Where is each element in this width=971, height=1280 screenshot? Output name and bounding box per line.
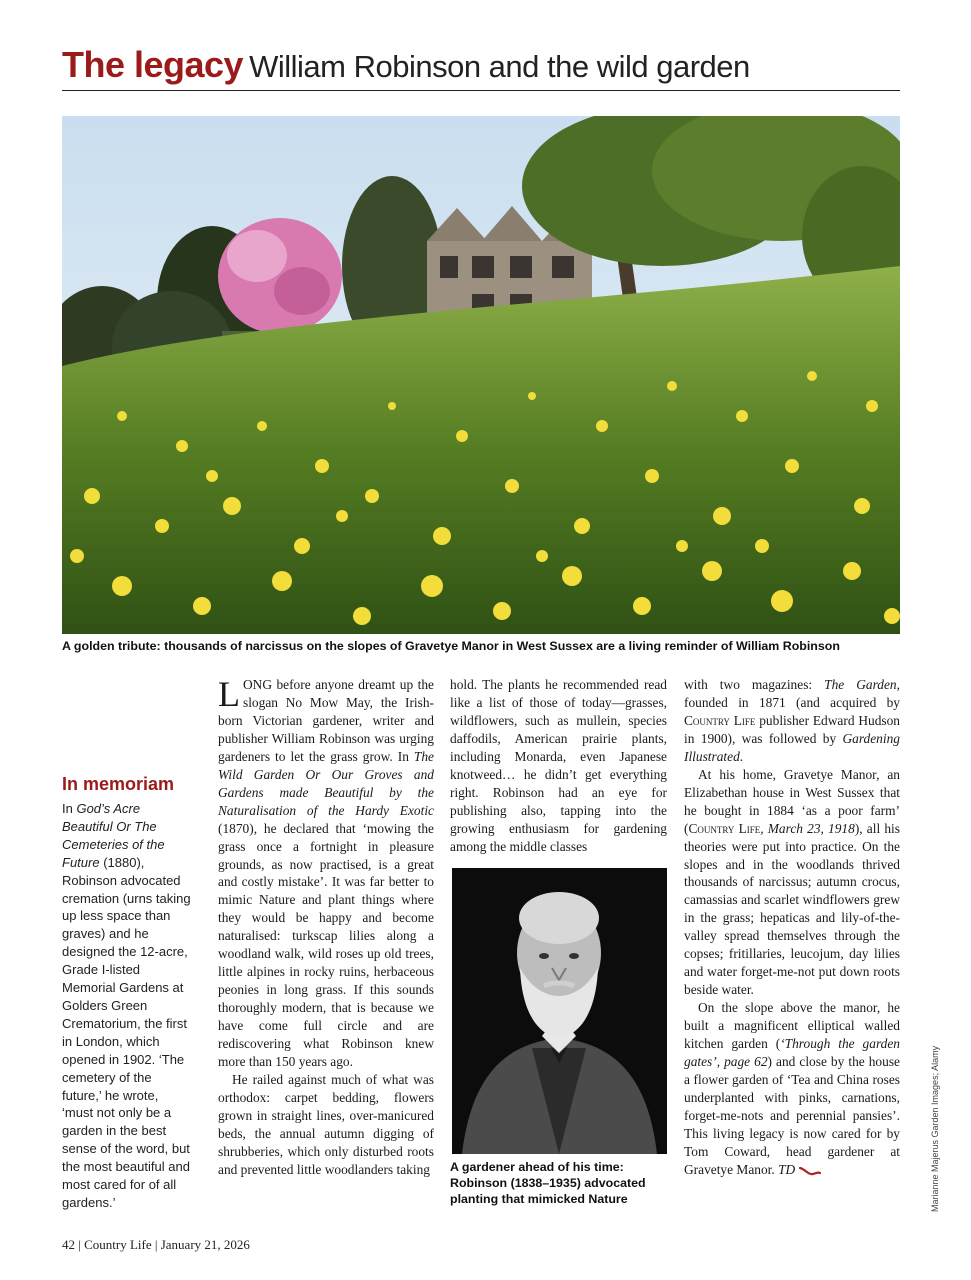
article-column-3 [684,676,900,1179]
article-headline: William Robinson and the wild garden [249,49,750,84]
author-initials: TD [778,1161,796,1177]
sidebar-book-title: God’s Acre Beautiful Or The Cemeteries of the Future [62,801,165,870]
paragraph-3: hold. The plants he recommended read like a list of those of today—grasses, wildflowers, such as mullein, species daffodils, American prairie plants, including Monarda, even Japanese knotweed… he didn’t get everything right. Robinson had an eye for publishing also, tapping into the growing enthusiasm for gardening among the middle classes [450,677,667,854]
p5-text-a: At his home, Gravetye Manor, an Elizabethan house in West Sussex that he bought in 1884 ‘as a poor farm’ ( [684,766,900,836]
p6-text-b: ) and close by the house a flower garden of ‘Tea and China roses underplanted with pinks, carnations, forget-me-nots and perennial pansies’. This living legacy is now cared for by Tom Coward, head gardener at Gravetye Manor. [684,1054,900,1177]
p4-magazine-1: The Garden [824,677,897,692]
p1-text-a: ONG before anyone dreamt up the slogan No Mow May, the Irish-born Victorian gardener, writer and publisher William Robinson was urging gardeners to let the grass grow. In [218,677,434,764]
p4-text-a: with two magazines: [684,677,825,692]
p6-text-a: On the slope above the manor, he built a magnificent elliptical walled kitchen garden ( [684,1000,900,1052]
p1-text-b: (1870), he declared that ‘mowing the grass once a fortnight in pleasure grounds, as now practised, is a great and costly mistake’. It was far better to mimic Nature and plant things where they would be happy and become naturalised: turkscap lilies along a woodland walk, wild roses up old trees, little alpines in rocky ruins, herbaceous peonies in long grass. If this sounds thoroughly modern, that is because we have come full circle and are rediscovering what Robinson knew more than 150 years ago. [218,820,434,1070]
hero-caption: A golden tribute: thousands of narcissus on the slopes of Gravetye Manor in West Sussex are a living reminder of William Robinson [62,639,840,653]
end-mark-icon [799,1166,821,1176]
sidebar-text: (1880), Robinson advocated cremation (urns taking up less space than graves) and he designed the 12-acre, Grade I-listed Memorial Gardens at Golders Green Crematorium, the first in London, which opened in 1902. ‘The cemetery of the future,’ he wrote, ‘must not only be a garden in the best sense of the word, but the most beautiful and most cared for of all gardens.’ [62,854,191,1210]
article-header [62,44,900,91]
sidebar-title: In memoriam [62,774,175,794]
sidebar-text-in: In [62,801,77,816]
sidebar-body [62,800,192,1212]
p5-text-b: ), all his theories were put into practice. On the slopes and in the woodlands thrived thousands of narcissus; autumn crocus, camassias and scarlet windflowers grew in the grass; hepaticas and lily-of-the-valley spread themselves through the copses; fritillaries, leucojum, day lilies and water forget-me-not put down roots beside water. [684,820,900,998]
paragraph-6 [684,999,900,1179]
paragraph-1 [218,676,434,1071]
portrait-caption: A gardener ahead of his time: Robinson (1838–1935) advocated planting that mimicked Nature [450,1160,646,1206]
p4-text-c: publisher Edward Hudson in 1900), was followed by [684,712,900,746]
paragraph-2: He railed against much of what was orthodox: carpet bedding, flowers grown in straight lines, over-manicured beds, the annual autumn digging of shrubberies, which only disturbed roots and prevented little woodlanders taking [218,1071,434,1177]
p4-text-b: , founded in 1871 (and acquired by [684,677,900,710]
hero-photo [62,116,900,634]
p4-country-life: Country Life [684,712,756,728]
article-column-2 [450,676,667,856]
paragraph-4 [684,676,900,766]
page-footer: 42 | Country Life | January 21, 2026 [62,1237,250,1252]
p5-reference: , March 23, 1918 [760,820,855,836]
robinson-portrait-illustration [452,868,667,1154]
p5-country-life: Country Life [688,820,761,836]
paragraph-5 [684,766,900,999]
photo-credit: Marianne Majerus Garden Images; Alamy [930,1045,940,1212]
p6-reference: ‘Through the garden gates’, page 62 [684,1036,900,1070]
p4-text-d: . [739,748,744,764]
p1-book-title: The Wild Garden Or Our Groves and Gardens made Beautiful by the Naturalisation of the Hardy Exotic [218,748,434,818]
article-column-1 [218,676,434,1179]
daffodil-slope-illustration [62,116,900,634]
p4-magazine-2: Gardening Illustrated [684,730,900,764]
drop-cap: L [218,674,240,714]
portrait-photo [452,868,667,1154]
section-kicker: The legacy [62,44,244,85]
